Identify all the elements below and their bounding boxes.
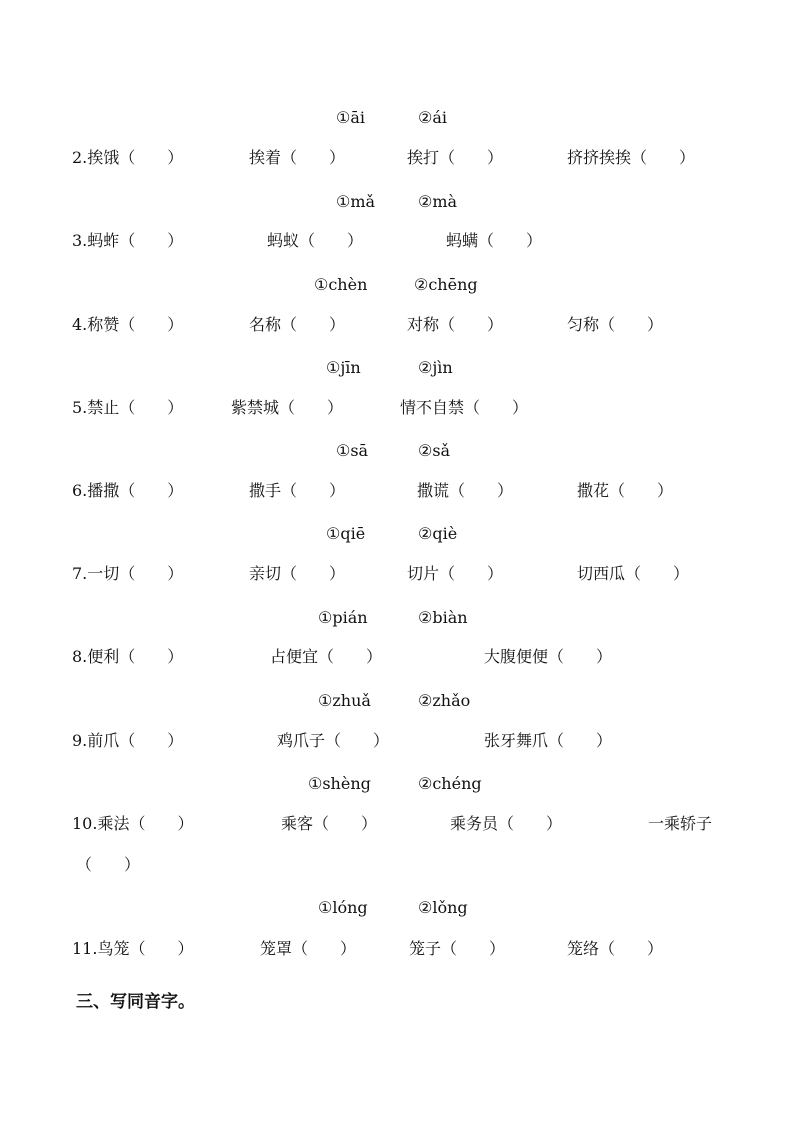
question-item: 3.蚂蚱（ ） bbox=[72, 231, 184, 250]
pinyin-option: ②qiè bbox=[418, 524, 458, 543]
question-item: 2.挨饿（ ） bbox=[72, 148, 184, 167]
pinyin-option: ②lǒng bbox=[418, 898, 468, 917]
pinyin-option: ①qiē bbox=[326, 524, 366, 543]
question-item: 5.禁止（ ） bbox=[72, 398, 184, 417]
question-item: 切片（ ） bbox=[407, 564, 504, 583]
question-item: 占便宜（ ） bbox=[270, 647, 383, 666]
question-item: 乘客（ ） bbox=[281, 814, 378, 833]
pinyin-option: ①shèng bbox=[308, 774, 371, 793]
question-item: 撒花（ ） bbox=[577, 481, 674, 500]
question-item: 名称（ ） bbox=[249, 315, 346, 334]
question-item: 4.称赞（ ） bbox=[72, 315, 184, 334]
section-heading: 三、写同音字。 bbox=[76, 992, 195, 1012]
pinyin-option: ②mà bbox=[418, 192, 458, 211]
question-item: 挨打（ ） bbox=[407, 148, 504, 167]
pinyin-option: ②zhǎo bbox=[418, 691, 471, 710]
question-item: 亲切（ ） bbox=[249, 564, 346, 583]
pinyin-option: ①āi bbox=[336, 108, 365, 127]
question-item: 挤挤挨挨（ ） bbox=[567, 148, 696, 167]
question-item: 张牙舞爪（ ） bbox=[484, 731, 613, 750]
question-item: 一乘轿子 bbox=[648, 814, 713, 833]
question-item: 对称（ ） bbox=[407, 315, 504, 334]
pinyin-option: ②jìn bbox=[418, 358, 453, 377]
question-item: 7.一切（ ） bbox=[72, 564, 184, 583]
question-item: 8.便利（ ） bbox=[72, 647, 184, 666]
question-item: 大腹便便（ ） bbox=[484, 647, 613, 666]
question-item: 6.播撒（ ） bbox=[72, 481, 184, 500]
pinyin-option: ①zhuǎ bbox=[318, 691, 371, 710]
pinyin-option: ①mǎ bbox=[336, 192, 376, 211]
pinyin-option: ①chèn bbox=[314, 275, 368, 294]
pinyin-option: ①jīn bbox=[326, 358, 361, 377]
pinyin-option: ①sā bbox=[336, 441, 369, 460]
question-item: 挨着（ ） bbox=[249, 148, 346, 167]
question-item: 撒手（ ） bbox=[249, 481, 346, 500]
question-item: 匀称（ ） bbox=[567, 315, 664, 334]
pinyin-option: ①lóng bbox=[318, 898, 368, 917]
question-item: 笼络（ ） bbox=[567, 939, 664, 958]
question-item: 11.鸟笼（ ） bbox=[72, 939, 194, 958]
pinyin-option: ②ái bbox=[418, 108, 447, 127]
question-item: （ ） bbox=[76, 855, 141, 874]
question-item: 笼罩（ ） bbox=[260, 939, 357, 958]
pinyin-option: ②biàn bbox=[418, 608, 468, 627]
pinyin-option: ②chēng bbox=[414, 275, 478, 294]
question-item: 切西瓜（ ） bbox=[577, 564, 690, 583]
question-item: 10.乘法（ ） bbox=[72, 814, 194, 833]
question-item: 蚂蚁（ ） bbox=[267, 231, 364, 250]
question-item: 撒谎（ ） bbox=[417, 481, 514, 500]
pinyin-option: ①pián bbox=[318, 608, 368, 627]
question-item: 紫禁城（ ） bbox=[231, 398, 344, 417]
question-item: 情不自禁（ ） bbox=[400, 398, 529, 417]
pinyin-option: ②sǎ bbox=[418, 441, 451, 460]
question-item: 鸡爪子（ ） bbox=[277, 731, 390, 750]
question-item: 9.前爪（ ） bbox=[72, 731, 184, 750]
question-item: 笼子（ ） bbox=[409, 939, 506, 958]
pinyin-option: ②chéng bbox=[418, 774, 482, 793]
question-item: 蚂螨（ ） bbox=[446, 231, 543, 250]
question-item: 乘务员（ ） bbox=[450, 814, 563, 833]
